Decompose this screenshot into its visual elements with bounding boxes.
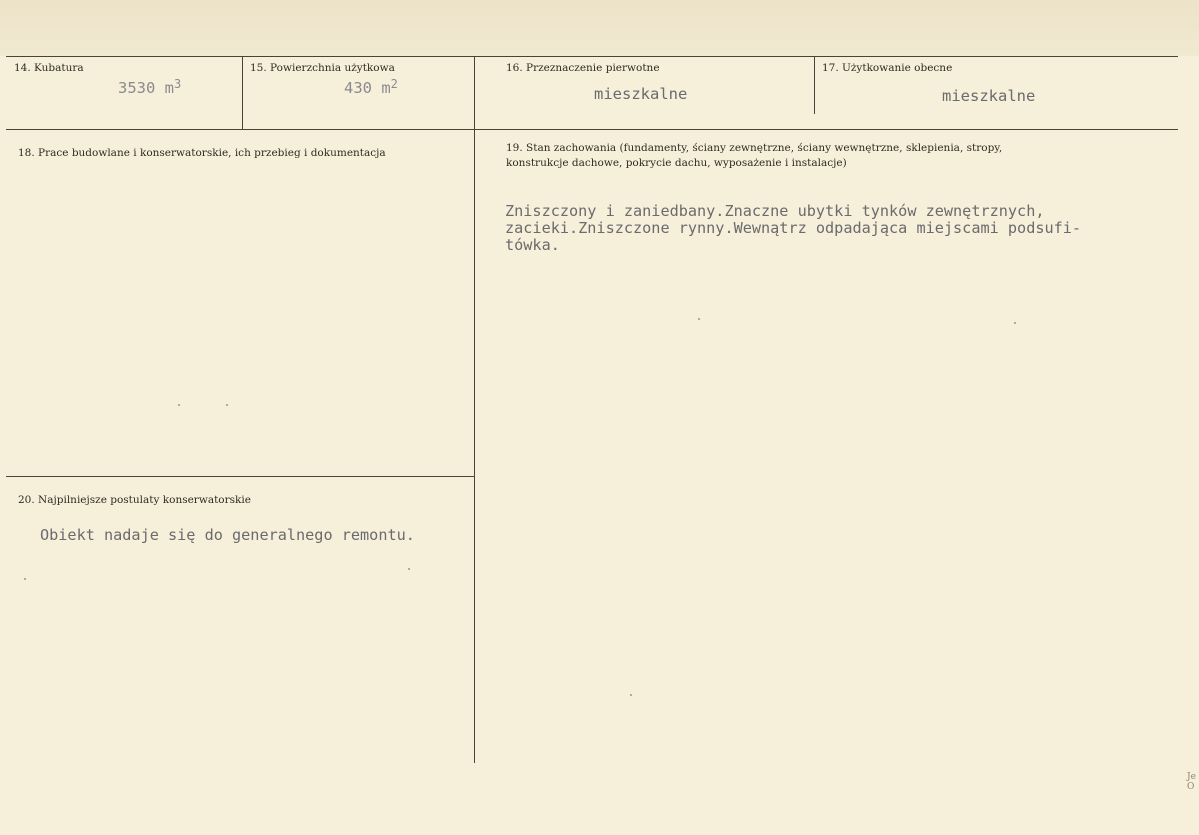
field-15-label: 15. Powierzchnia użytkowa — [250, 62, 395, 74]
field-20-label: 20. Najpilniejsze postulaty konserwatorskie — [18, 494, 251, 506]
field-18-label: 18. Prace budowlane i konserwatorskie, ich przebieg i dokumentacja — [18, 147, 386, 159]
scan-top-band — [0, 0, 1199, 56]
field-16-label: 16. Przeznaczenie pierwotne — [506, 62, 660, 74]
field-17-label: 17. Użytkowanie obecne — [822, 62, 953, 74]
scan-speck — [178, 404, 180, 406]
field-19-text — [505, 203, 1081, 254]
field-14-label: 14. Kubatura — [14, 62, 84, 74]
scan-speck — [698, 318, 700, 320]
field-19-label-line1: 19. Stan zachowania (fundamenty, ściany zewnętrzne, ściany wewnętrzne, sklepienia, stropy, — [506, 142, 1003, 154]
field-19-line-3: tówka. — [505, 236, 560, 254]
volume-exponent: 3 — [174, 77, 182, 91]
field-19-line-2: zacieki.Zniszczone rynny.Wewnątrz odpadająca miejscami podsufi- — [505, 219, 1082, 237]
field-20-value: Obiekt nadaje się do generalnego remontu. — [40, 526, 415, 544]
volume-value: 3530 m — [118, 79, 174, 97]
field-14-value — [118, 77, 182, 97]
top-rule — [6, 56, 1178, 57]
field-19-line-1: Zniszczony i zaniedbany.Znaczne ubytki tynków zewnętrznych, — [505, 202, 1045, 220]
edge-mark-1: Je — [1187, 772, 1196, 782]
edge-mark-2: O — [1187, 782, 1195, 792]
field-19-label-line2: konstrukcje dachowe, pokrycie dachu, wyposażenie i instalacje) — [506, 157, 847, 169]
scan-speck — [1014, 322, 1016, 324]
divider-14-15 — [242, 56, 243, 129]
area-value: 430 m — [344, 79, 391, 97]
center-divider — [474, 56, 475, 763]
scan-speck — [24, 578, 26, 580]
field-15-value — [344, 77, 398, 97]
left-lower-rule — [6, 476, 474, 477]
scan-speck — [630, 694, 632, 696]
scan-speck — [408, 568, 410, 570]
field-17-value: mieszkalne — [942, 87, 1036, 105]
field-16-value: mieszkalne — [594, 85, 688, 103]
divider-16-17 — [814, 56, 815, 114]
area-exponent: 2 — [390, 77, 398, 91]
middle-rule — [6, 129, 1178, 130]
scan-speck — [226, 404, 228, 406]
